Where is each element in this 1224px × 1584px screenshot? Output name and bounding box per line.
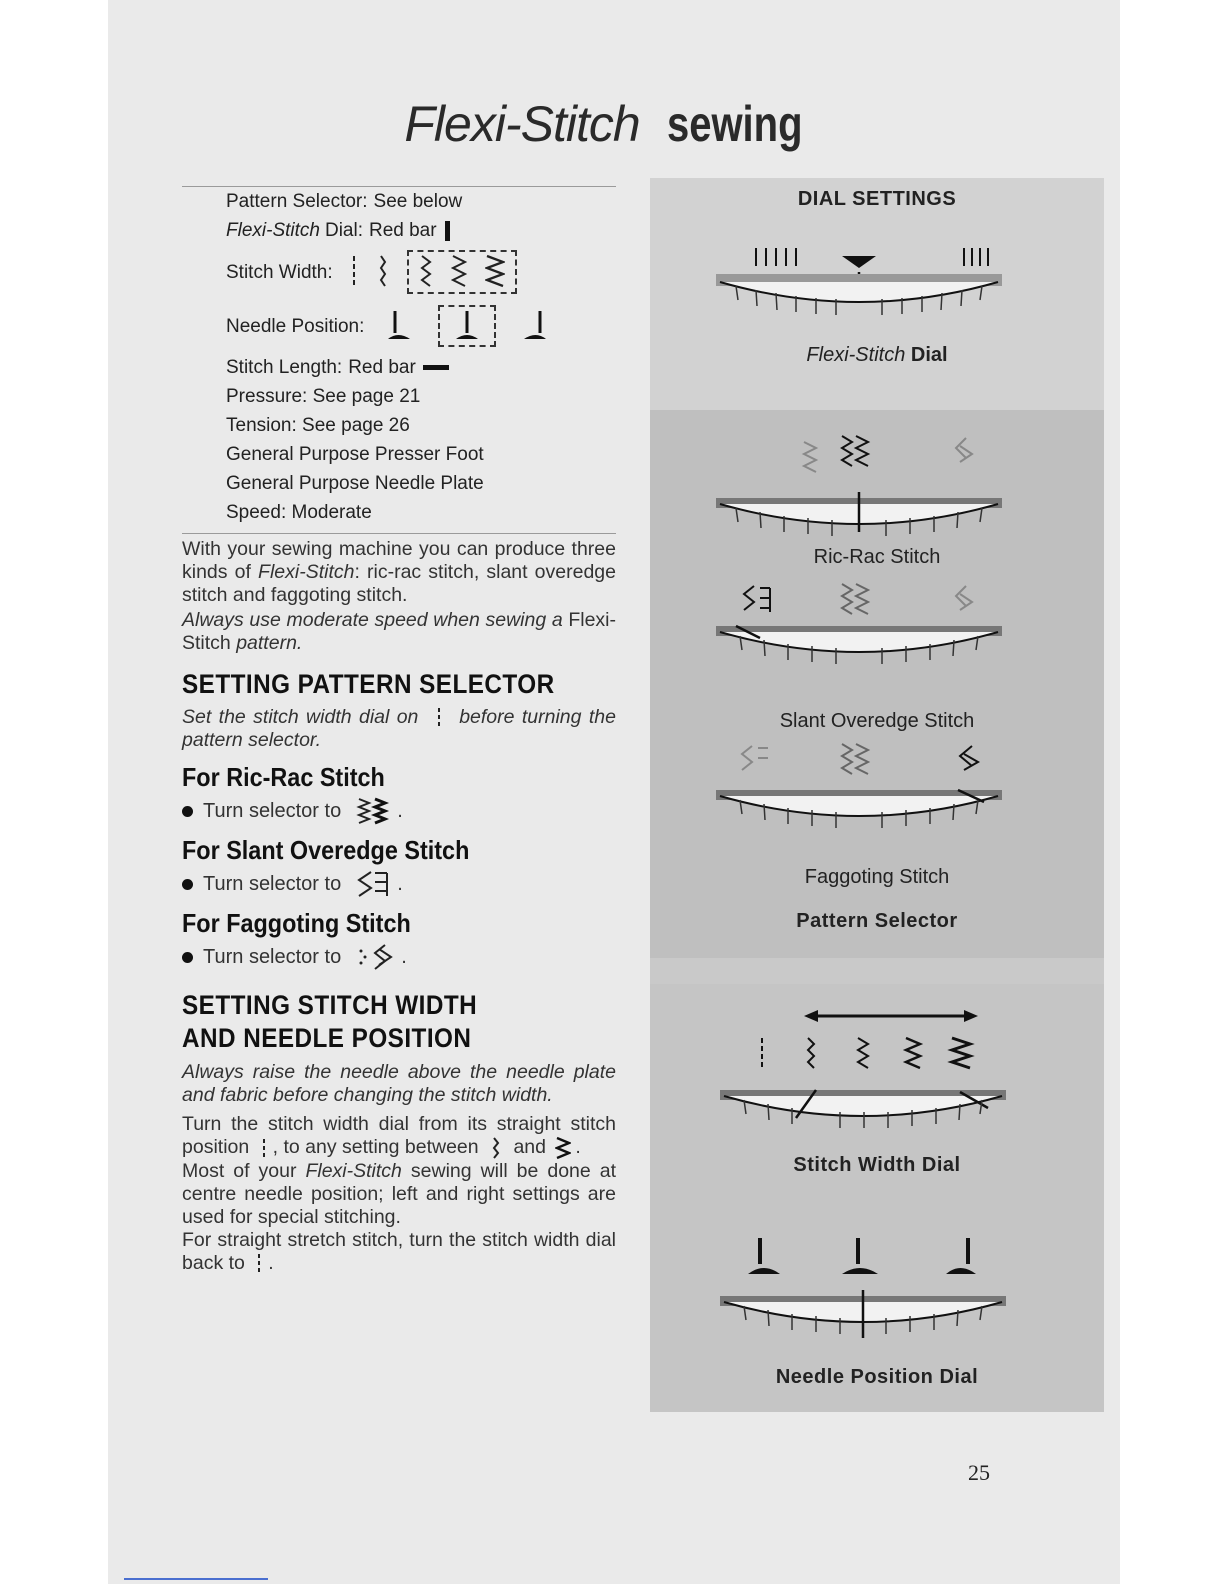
tension-row: Tension: See page 26 bbox=[226, 415, 410, 436]
flexi-dial-panel bbox=[650, 178, 1104, 410]
title-plain-part: sewing bbox=[667, 96, 803, 152]
pressure-row: Pressure: See page 21 bbox=[226, 386, 421, 407]
pattern-selector-caption: Pattern Selector bbox=[796, 910, 958, 932]
needle-position-row: Needle Position: bbox=[226, 299, 616, 353]
needle-left-icon bbox=[386, 309, 412, 343]
pattern-selector-panel bbox=[650, 410, 1104, 958]
stitch-width-caption: Stitch Width Dial bbox=[793, 1154, 961, 1176]
ric-rac-heading: For Ric-Rac Stitch bbox=[182, 762, 385, 792]
needle-plate-row: General Purpose Needle Plate bbox=[226, 473, 484, 494]
faggoting-caption: Faggoting Stitch bbox=[804, 866, 950, 888]
dial-settings-panel bbox=[650, 178, 1104, 1412]
widest-zigzag-icon bbox=[485, 254, 505, 290]
straight-stitch-icon bbox=[349, 254, 359, 290]
needle-right-icon bbox=[946, 1238, 976, 1274]
setting-pattern-heading: SETTING PATTERN SELECTOR bbox=[182, 669, 555, 699]
straight-stretch-paragraph: For straight stretch stitch, turn the stitch width dial back to . bbox=[182, 1229, 616, 1274]
stitch-length-row: Stitch Length: Red bar bbox=[226, 353, 616, 382]
narrow-zigzag-icon bbox=[377, 254, 389, 290]
setting-pattern-note: Set the stitch width dial on before turning the pattern selector. bbox=[182, 706, 616, 751]
speed-row: Speed: Moderate bbox=[226, 502, 372, 523]
needle-center-box bbox=[438, 305, 496, 347]
faggoting-instruction: Turn selector to . bbox=[182, 943, 616, 971]
ric-rac-pattern-icon bbox=[355, 797, 391, 825]
slant-overedge-pattern-icon bbox=[355, 870, 391, 898]
needle-position-paragraph: Most of your Flexi-Stitch sewing will be done at centre needle position; left and right settings are used for special stitching. bbox=[182, 1160, 616, 1228]
wide-zigzag-icon bbox=[451, 254, 467, 290]
presser-foot-row: General Purpose Presser Foot bbox=[226, 444, 484, 465]
flexi-stitch-dial-icon bbox=[716, 244, 1046, 334]
medium-zigzag-icon bbox=[419, 254, 433, 290]
stitch-width-panel bbox=[650, 984, 1104, 1208]
bottom-rule bbox=[182, 533, 616, 534]
narrow-zigzag-icon bbox=[490, 1136, 502, 1160]
needle-position-panel bbox=[650, 1208, 1104, 1412]
setting-width-heading: SETTING STITCH WIDTH AND NEEDLE POSITION bbox=[182, 990, 478, 1053]
stitch-width-row: Stitch Width: bbox=[226, 245, 616, 299]
intro-paragraph: With your sewing machine you can produce three kinds of Flexi-Stitch: ric-rac stitch, slant overedge stitch and faggoting stitch. bbox=[182, 538, 616, 606]
needle-right-icon bbox=[522, 309, 548, 343]
page-title bbox=[0, 95, 1224, 153]
slant-overedge-caption: Slant Overedge Stitch bbox=[779, 710, 975, 732]
ric-rac-instruction: Turn selector to . bbox=[182, 797, 616, 825]
ric-rac-setting-dial-icon bbox=[716, 434, 1046, 564]
setting-width-note: Always raise the needle above the needle plate and fabric before changing the stitch width. bbox=[182, 1061, 616, 1106]
straight-stitch-icon bbox=[434, 707, 444, 729]
pattern-selector-row: Pattern Selector: See below bbox=[226, 191, 463, 212]
faggoting-pattern-icon bbox=[355, 943, 395, 971]
straight-stitch-icon bbox=[259, 1138, 269, 1158]
needle-center-icon bbox=[842, 1238, 878, 1274]
bullet-dot bbox=[182, 879, 193, 890]
widest-zigzag-icon bbox=[555, 1136, 571, 1160]
slant-instruction: Turn selector to . bbox=[182, 870, 616, 898]
bullet-dot bbox=[182, 806, 193, 817]
width-range-box bbox=[407, 250, 517, 294]
needle-center-icon bbox=[454, 309, 480, 343]
faggoting-setting-dial-icon bbox=[716, 742, 1046, 872]
page-number: 25 bbox=[968, 1460, 990, 1485]
title-italic-part: Flexi-Stitch bbox=[404, 96, 640, 152]
left-column bbox=[182, 186, 616, 1275]
slant-heading: For Slant Overedge Stitch bbox=[182, 835, 470, 865]
straight-stitch-icon bbox=[254, 1253, 264, 1275]
settings-list bbox=[182, 187, 616, 527]
stitch-width-dial-icon bbox=[720, 1002, 1050, 1162]
red-bar-horizontal-icon bbox=[422, 363, 450, 373]
scan-edge-line bbox=[124, 1578, 268, 1580]
faggoting-heading: For Faggoting Stitch bbox=[182, 908, 411, 938]
needle-left-icon bbox=[748, 1238, 780, 1274]
slant-overedge-setting-dial-icon bbox=[716, 582, 1046, 712]
bullet-dot bbox=[182, 952, 193, 963]
flexi-dial-row: Flexi-Stitch Dial: Red bar bbox=[226, 216, 616, 245]
stitch-width-paragraph: Turn the stitch width dial from its straight stitch position , to any setting between and . bbox=[182, 1113, 616, 1159]
ric-rac-caption: Ric-Rac Stitch bbox=[813, 546, 941, 568]
needle-position-caption: Needle Position Dial bbox=[775, 1366, 979, 1388]
red-bar-vertical-icon bbox=[443, 220, 453, 242]
speed-note: Always use moderate speed when sewing a Flexi-Stitch pattern. bbox=[182, 609, 616, 654]
dial-settings-heading: DIAL SETTINGS bbox=[797, 188, 957, 210]
needle-position-dial-icon bbox=[720, 1234, 1050, 1384]
flexi-dial-caption: Flexi-Stitch Dial bbox=[806, 344, 948, 366]
